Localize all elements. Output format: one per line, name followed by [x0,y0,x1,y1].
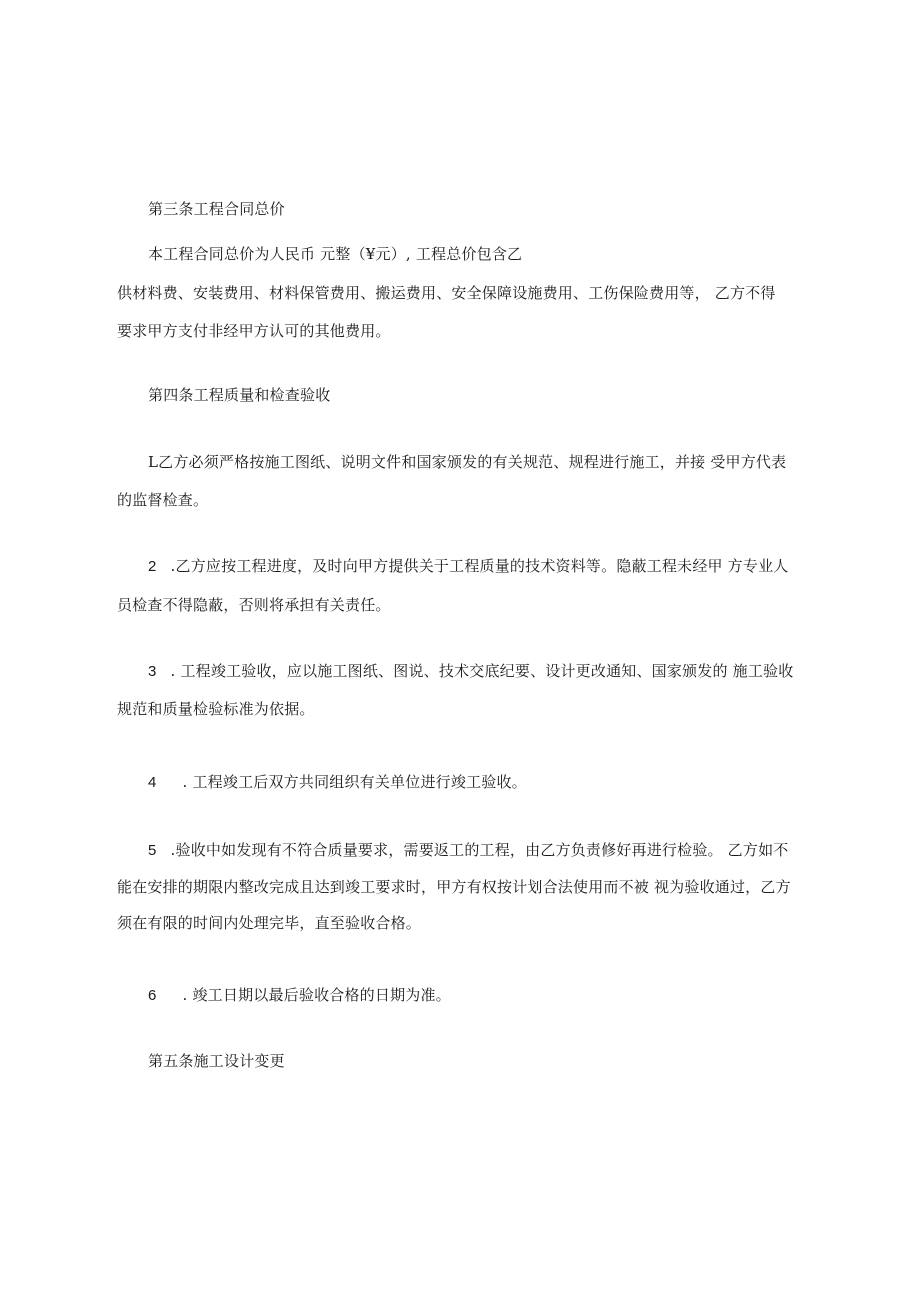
item-3-number: 3 [148,663,157,680]
item-1-line-2: 的监督检查。 [117,491,209,509]
item-2-line-1 [148,556,789,577]
item-6-line-1 [148,985,451,1006]
section-3-paragraph-line-3: 要求甲方支付非经甲方认可的其他费用。 [117,322,391,340]
item-3-text: . 工程竣工验收，应以施工图纸、图说、技术交底纪要、设计更改通知、国家颁发的 施工验收 [170,662,794,680]
item-2-text: .乙方应按工程进度，及时向甲方提供关于工程质量的技术资料等。隐蔽工程未经甲 方专业人 [170,557,789,575]
item-4-line-1 [148,772,527,793]
item-5-line-1 [148,840,789,861]
section-3-heading: 第三条工程合同总价 [148,200,285,218]
section-3-paragraph-line-2: 供材料费、安装费用、材料保管费用、搬运费用、安全保障设施费用、工伤保险费用等， 乙方不得 [117,284,776,302]
item-2-number: 2 [148,558,157,575]
item-6-text: . 竣工日期以最后验收合格的日期为准。 [182,986,451,1004]
item-2-line-2: 员检查不得隐蔽，否则将承担有关责任。 [117,596,391,614]
item-5-line-3: 须在有限的时间内处理完毕，直至验收合格。 [117,914,422,932]
item-5-line-2: 能在安排的期限内整改完成且达到竣工要求时，甲方有权按计划合法使用而不被 视为验收通过，乙方 [117,878,791,896]
item-1-line-1: L乙方必须严格按施工图纸、说明文件和国家颁发的有关规范、规程进行施工，并接 受甲方代表 [148,453,787,471]
item-3-line-1 [148,661,793,682]
section-4-heading: 第四条工程质量和检查验收 [148,386,331,404]
section-5-heading: 第五条施工设计变更 [148,1052,285,1070]
item-6-number: 6 [148,987,157,1004]
item-4-text: . 工程竣工后双方共同组织有关单位进行竣工验收。 [182,773,527,791]
item-3-line-2: 规范和质量检验标准为依据。 [117,700,315,718]
item-5-number: 5 [148,842,157,859]
section-3-paragraph-line-1: 本工程合同总价为人民币 元整（¥元）, 工程总价包含乙 [148,245,523,263]
item-4-number: 4 [148,774,157,791]
item-5-text: .验收中如发现有不符合质量要求，需要返工的工程，由乙方负责修好再进行检验。 乙方如不 [170,841,789,859]
